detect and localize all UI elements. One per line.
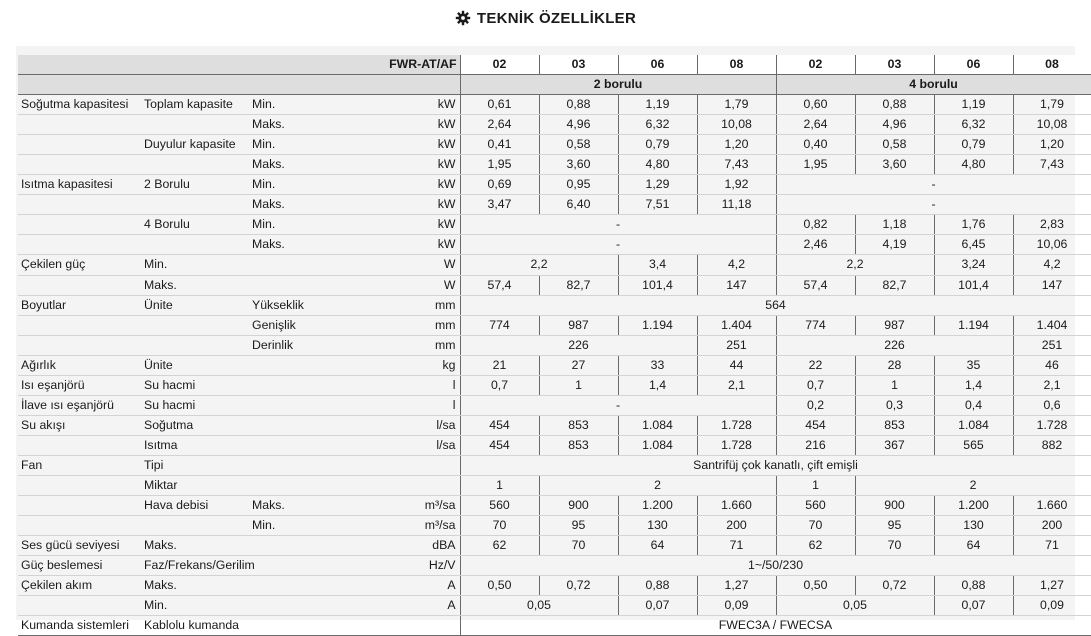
merged-value-cell: 0,05 <box>460 596 618 616</box>
size-header: 08 <box>1013 55 1091 75</box>
value-cell: 1.200 <box>618 496 697 516</box>
row-detail: Min. <box>249 215 335 235</box>
row-unit: kW <box>335 195 460 215</box>
value-cell: 46 <box>1013 355 1091 375</box>
row-unit: mm <box>335 315 460 335</box>
value-cell: 22 <box>776 355 855 375</box>
table-row <box>18 435 1091 455</box>
value-cell: 1,29 <box>618 175 697 195</box>
row-detail: Yükseklik <box>249 295 335 315</box>
size-header: 02 <box>776 55 855 75</box>
value-cell: 853 <box>539 415 618 435</box>
merged-value-cell: 2 <box>855 475 1091 495</box>
table-row <box>18 335 1091 355</box>
value-cell: 1.404 <box>1013 315 1091 335</box>
row-detail: Maks. <box>249 496 335 516</box>
size-header: 08 <box>697 55 776 75</box>
merged-value-cell: 226 <box>460 335 697 355</box>
row-subcategory: Faz/Frekans/Gerilim <box>141 556 335 576</box>
merged-value-cell: 0,05 <box>776 596 934 616</box>
row-unit: kg <box>335 355 460 375</box>
value-cell: 882 <box>1013 435 1091 455</box>
value-cell: 454 <box>460 435 539 455</box>
value-cell: 1.404 <box>697 315 776 335</box>
value-cell: 0,88 <box>539 95 618 115</box>
value-cell: 1,27 <box>1013 576 1091 596</box>
row-unit: kW <box>335 95 460 115</box>
value-cell: 82,7 <box>855 275 934 295</box>
value-cell: 0,3 <box>855 395 934 415</box>
row-subcategory: 4 Borulu <box>141 215 249 235</box>
value-cell: 1.728 <box>697 435 776 455</box>
value-cell: 130 <box>934 516 1013 536</box>
value-cell: 0,2 <box>776 395 855 415</box>
row-detail: Maks. <box>249 195 335 215</box>
value-cell: 10,06 <box>1013 235 1091 255</box>
table-row <box>18 135 1091 155</box>
row-unit: l <box>335 395 460 415</box>
value-cell: 11,18 <box>697 195 776 215</box>
size-header: 06 <box>934 55 1013 75</box>
row-unit: mm <box>335 295 460 315</box>
value-cell: 1 <box>776 475 855 495</box>
value-cell: 454 <box>460 415 539 435</box>
merged-value-cell: 2,2 <box>776 255 934 275</box>
value-cell: 1,4 <box>618 375 697 395</box>
row-category: Çekilen güç <box>18 255 141 275</box>
row-subcategory: Duyulur kapasite <box>141 135 249 155</box>
value-cell: 62 <box>776 536 855 556</box>
value-cell: 774 <box>776 315 855 335</box>
row-detail: Genişlik <box>249 315 335 335</box>
value-cell: 0,6 <box>1013 395 1091 415</box>
merged-value-cell: 564 <box>460 295 1091 315</box>
value-cell: 0,41 <box>460 135 539 155</box>
row-detail: Maks. <box>249 235 335 255</box>
merged-value-cell: - <box>776 175 1091 195</box>
table-row <box>18 175 1091 195</box>
specifications-table <box>18 55 1091 636</box>
value-cell: 853 <box>539 435 618 455</box>
row-category: Ağırlık <box>18 355 141 375</box>
value-cell: 57,4 <box>460 275 539 295</box>
row-unit: m³/sa <box>335 496 460 516</box>
value-cell: 70 <box>855 536 934 556</box>
merged-value-cell: - <box>460 235 776 255</box>
value-cell: 1,20 <box>697 135 776 155</box>
row-subcategory: Su hacmi <box>141 395 335 415</box>
table-row <box>18 455 1091 475</box>
value-cell: 0,58 <box>539 135 618 155</box>
merged-value-cell: Santrifüj çok kanatlı, çift emişli <box>460 455 1091 475</box>
row-detail: Maks. <box>249 155 335 175</box>
row-subcategory: Miktar <box>141 475 335 495</box>
model-header: FWR-AT/AF <box>18 55 460 75</box>
value-cell: 71 <box>1013 536 1091 556</box>
value-cell: 1.200 <box>934 496 1013 516</box>
row-detail: Min. <box>249 95 335 115</box>
row-unit: kW <box>335 155 460 175</box>
merged-value-cell: 2,2 <box>460 255 618 275</box>
merged-value-cell: 226 <box>776 335 1013 355</box>
row-subcategory: Soğutma <box>141 415 335 435</box>
value-cell: 0,72 <box>539 576 618 596</box>
value-cell: 95 <box>539 516 618 536</box>
value-cell: 3,4 <box>618 255 697 275</box>
value-cell: 1,79 <box>697 95 776 115</box>
value-cell: 64 <box>618 536 697 556</box>
value-cell: 101,4 <box>618 275 697 295</box>
value-cell: 7,43 <box>697 155 776 175</box>
value-cell: 0,95 <box>539 175 618 195</box>
value-cell: 27 <box>539 355 618 375</box>
value-cell: 0,7 <box>460 375 539 395</box>
table-row <box>18 95 1091 115</box>
table-row <box>18 295 1091 315</box>
row-detail: Min. <box>249 516 335 536</box>
group-4-pipe-header: 4 borulu <box>776 75 1091 95</box>
merged-value-cell: 2 <box>539 475 776 495</box>
value-cell: 7,51 <box>618 195 697 215</box>
value-cell: 200 <box>697 516 776 536</box>
row-subcategory: Su hacmi <box>141 375 335 395</box>
value-cell: 2,1 <box>697 375 776 395</box>
value-cell: 44 <box>697 355 776 375</box>
value-cell: 1,76 <box>934 215 1013 235</box>
row-unit: dBA <box>335 536 460 556</box>
value-cell: 1,79 <box>1013 95 1091 115</box>
value-cell: 6,45 <box>934 235 1013 255</box>
table-row <box>18 195 1091 215</box>
row-category: İlave ısı eşanjörü <box>18 395 141 415</box>
value-cell: 4,2 <box>1013 255 1091 275</box>
table-row <box>18 616 1091 636</box>
value-cell: 1.660 <box>1013 496 1091 516</box>
row-category: Kumanda sistemleri <box>18 616 141 636</box>
merged-value-cell: 1~/50/230 <box>460 556 1091 576</box>
value-cell: 3,60 <box>539 155 618 175</box>
value-cell: 1 <box>855 375 934 395</box>
row-unit: kW <box>335 175 460 195</box>
size-header: 03 <box>855 55 934 75</box>
row-detail: Derinlik <box>249 335 335 355</box>
value-cell: 1,95 <box>460 155 539 175</box>
value-cell: 0,88 <box>855 95 934 115</box>
value-cell: 2,83 <box>1013 215 1091 235</box>
gear-icon <box>455 10 471 26</box>
value-cell: 0,09 <box>1013 596 1091 616</box>
row-subcategory: Maks. <box>141 576 335 596</box>
value-cell: 216 <box>776 435 855 455</box>
table-row <box>18 215 1091 235</box>
value-cell: 70 <box>776 516 855 536</box>
pipe-group-row <box>18 75 1091 95</box>
value-cell: 0,50 <box>460 576 539 596</box>
value-cell: 2,64 <box>776 115 855 135</box>
value-cell: 853 <box>855 415 934 435</box>
table-row <box>18 556 1091 576</box>
row-category: Isıtma kapasitesi <box>18 175 141 195</box>
row-category: Ses gücü seviyesi <box>18 536 141 556</box>
value-cell: 1,19 <box>618 95 697 115</box>
value-cell: 1,20 <box>1013 135 1091 155</box>
value-cell: 251 <box>1013 335 1091 355</box>
value-cell: 0,82 <box>776 215 855 235</box>
row-detail: Min. <box>249 135 335 155</box>
value-cell: 101,4 <box>934 275 1013 295</box>
value-cell: 1.728 <box>697 415 776 435</box>
value-cell: 28 <box>855 355 934 375</box>
row-subcategory: Hava debisi <box>141 496 249 516</box>
table-row <box>18 475 1091 495</box>
value-cell: 560 <box>460 496 539 516</box>
value-cell: 0,58 <box>855 135 934 155</box>
value-cell: 1.728 <box>1013 415 1091 435</box>
row-category: Boyutlar <box>18 295 141 315</box>
value-cell: 1,95 <box>776 155 855 175</box>
table-row <box>18 315 1091 335</box>
value-cell: 1 <box>460 475 539 495</box>
value-cell: 0,60 <box>776 95 855 115</box>
value-cell: 0,79 <box>934 135 1013 155</box>
row-subcategory: Min. <box>141 255 335 275</box>
row-unit: l/sa <box>335 415 460 435</box>
value-cell: 57,4 <box>776 275 855 295</box>
value-cell: 0,88 <box>934 576 1013 596</box>
size-header: 06 <box>618 55 697 75</box>
table-row <box>18 355 1091 375</box>
value-cell: 0,07 <box>618 596 697 616</box>
row-subcategory: Min. <box>141 596 335 616</box>
value-cell: 1,92 <box>697 175 776 195</box>
value-cell: 6,32 <box>934 115 1013 135</box>
value-cell: 1 <box>539 375 618 395</box>
row-unit: kW <box>335 115 460 135</box>
row-subcategory: Tipi <box>141 455 335 475</box>
value-cell: 62 <box>460 536 539 556</box>
size-header: 02 <box>460 55 539 75</box>
table-row <box>18 275 1091 295</box>
value-cell: 0,40 <box>776 135 855 155</box>
value-cell: 1.084 <box>934 415 1013 435</box>
row-category: Isı eşanjörü <box>18 375 141 395</box>
table-row <box>18 255 1091 275</box>
page-header <box>0 0 1091 36</box>
value-cell: 3,24 <box>934 255 1013 275</box>
row-unit: l <box>335 375 460 395</box>
merged-value-cell: FWEC3A / FWECSA <box>460 616 1091 636</box>
row-subcategory: 2 Borulu <box>141 175 249 195</box>
row-unit: A <box>335 576 460 596</box>
value-cell: 251 <box>697 335 776 355</box>
merged-value-cell: - <box>460 215 776 235</box>
value-cell: 1,18 <box>855 215 934 235</box>
group-2-pipe-header: 2 borulu <box>460 75 776 95</box>
value-cell: 2,1 <box>1013 375 1091 395</box>
page-title: TEKNİK ÖZELLİKLER <box>476 9 637 27</box>
value-cell: 987 <box>539 315 618 335</box>
row-subcategory: Ünite <box>141 355 335 375</box>
row-subcategory: Maks. <box>141 275 335 295</box>
value-cell: 2,64 <box>460 115 539 135</box>
value-cell: 987 <box>855 315 934 335</box>
row-unit: kW <box>335 135 460 155</box>
value-cell: 565 <box>934 435 1013 455</box>
value-cell: 1,4 <box>934 375 1013 395</box>
value-cell: 147 <box>1013 275 1091 295</box>
row-detail: Min. <box>249 175 335 195</box>
value-cell: 0,61 <box>460 95 539 115</box>
value-cell: 2,46 <box>776 235 855 255</box>
value-cell: 900 <box>855 496 934 516</box>
row-category: Su akışı <box>18 415 141 435</box>
value-cell: 71 <box>697 536 776 556</box>
value-cell: 6,40 <box>539 195 618 215</box>
value-cell: 1.194 <box>934 315 1013 335</box>
value-cell: 4,80 <box>618 155 697 175</box>
value-cell: 95 <box>855 516 934 536</box>
row-unit: Hz/V <box>335 556 460 576</box>
value-cell: 900 <box>539 496 618 516</box>
value-cell: 10,08 <box>1013 115 1091 135</box>
value-cell: 0,07 <box>934 596 1013 616</box>
row-unit: kW <box>335 235 460 255</box>
row-category: Fan <box>18 455 141 475</box>
value-cell: 0,09 <box>697 596 776 616</box>
value-cell: 1.194 <box>618 315 697 335</box>
value-cell: 21 <box>460 355 539 375</box>
value-cell: 82,7 <box>539 275 618 295</box>
value-cell: 130 <box>618 516 697 536</box>
value-cell: 1.084 <box>618 415 697 435</box>
value-cell: 3,60 <box>855 155 934 175</box>
table-row <box>18 235 1091 255</box>
row-category: Soğutma kapasitesi <box>18 95 141 115</box>
value-cell: 10,08 <box>697 115 776 135</box>
row-subcategory: Kablolu kumanda <box>141 616 335 636</box>
value-cell: 560 <box>776 496 855 516</box>
table-row <box>18 155 1091 175</box>
value-cell: 0,79 <box>618 135 697 155</box>
row-unit: l/sa <box>335 435 460 455</box>
row-subcategory: Isıtma <box>141 435 335 455</box>
table-row <box>18 496 1091 516</box>
table-row <box>18 115 1091 135</box>
value-cell: 1,19 <box>934 95 1013 115</box>
value-cell: 367 <box>855 435 934 455</box>
table-row <box>18 375 1091 395</box>
value-cell: 454 <box>776 415 855 435</box>
value-cell: 4,80 <box>934 155 1013 175</box>
row-unit: mm <box>335 335 460 355</box>
value-cell: 1.660 <box>697 496 776 516</box>
merged-value-cell: - <box>776 195 1091 215</box>
value-cell: 0,69 <box>460 175 539 195</box>
row-unit: A <box>335 596 460 616</box>
value-cell: 774 <box>460 315 539 335</box>
value-cell: 0,7 <box>776 375 855 395</box>
value-cell: 147 <box>697 275 776 295</box>
row-unit: m³/sa <box>335 516 460 536</box>
table-header-row <box>18 55 1091 75</box>
value-cell: 1,27 <box>697 576 776 596</box>
row-unit: W <box>335 275 460 295</box>
table-row <box>18 516 1091 536</box>
table-row <box>18 596 1091 616</box>
table-row <box>18 395 1091 415</box>
row-unit: kW <box>335 215 460 235</box>
row-category: Çekilen akım <box>18 576 141 596</box>
value-cell: 70 <box>460 516 539 536</box>
row-unit: W <box>335 255 460 275</box>
size-header: 03 <box>539 55 618 75</box>
value-cell: 4,96 <box>539 115 618 135</box>
value-cell: 200 <box>1013 516 1091 536</box>
table-row <box>18 536 1091 556</box>
row-subcategory: Ünite <box>141 295 249 315</box>
value-cell: 4,2 <box>697 255 776 275</box>
row-subcategory: Toplam kapasite <box>141 95 249 115</box>
value-cell: 1.084 <box>618 435 697 455</box>
value-cell: 7,43 <box>1013 155 1091 175</box>
value-cell: 6,32 <box>618 115 697 135</box>
value-cell: 3,47 <box>460 195 539 215</box>
value-cell: 64 <box>934 536 1013 556</box>
table-row <box>18 576 1091 596</box>
value-cell: 70 <box>539 536 618 556</box>
value-cell: 0,50 <box>776 576 855 596</box>
value-cell: 4,19 <box>855 235 934 255</box>
value-cell: 0,4 <box>934 395 1013 415</box>
value-cell: 0,88 <box>618 576 697 596</box>
value-cell: 0,72 <box>855 576 934 596</box>
value-cell: 33 <box>618 355 697 375</box>
row-category: Güç beslemesi <box>18 556 141 576</box>
row-subcategory: Maks. <box>141 536 335 556</box>
table-row <box>18 415 1091 435</box>
merged-value-cell: - <box>460 395 776 415</box>
value-cell: 4,96 <box>855 115 934 135</box>
row-detail: Maks. <box>249 115 335 135</box>
value-cell: 35 <box>934 355 1013 375</box>
